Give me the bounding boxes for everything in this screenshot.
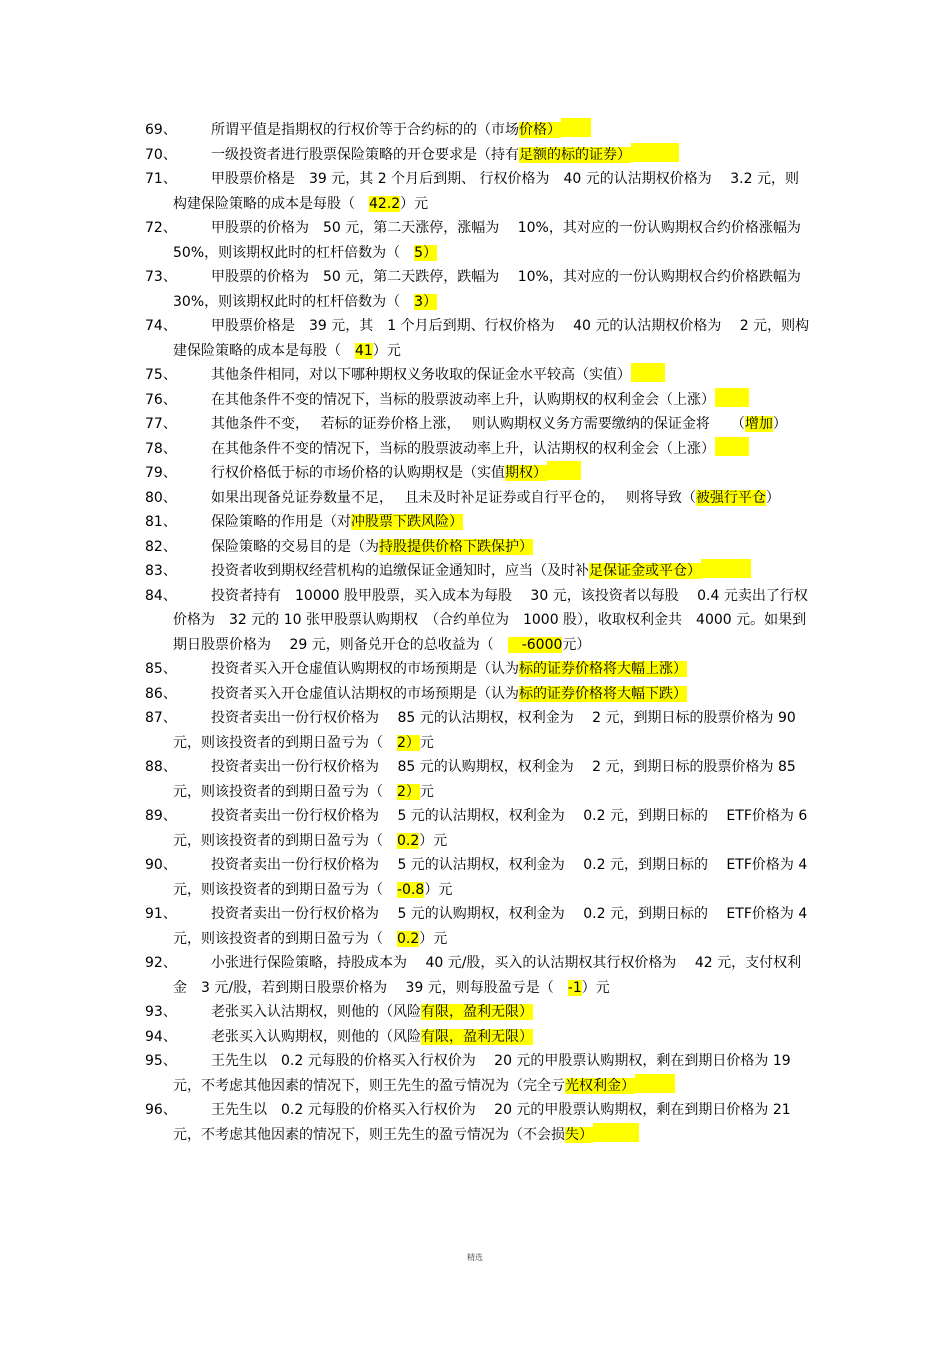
question-segment: ）元 (581, 979, 610, 996)
question-item (145, 755, 810, 804)
question-item (145, 1098, 810, 1147)
question-segment: 所谓平值是指期权的行权价等于合约标的的（市场 (211, 122, 519, 138)
highlight-mark (593, 1123, 639, 1142)
question-segment: 甲股票的价格为 50 元，第二天跌停，跌幅为 10%，其对应的一份认购期权合约价格跌幅为 30%，则该期权此时的杠杆倍数为（ (173, 269, 815, 310)
question-number: 79、 (145, 465, 177, 481)
highlighted-answer: 足保证金或平仓） (589, 563, 701, 579)
question-item (145, 535, 810, 560)
question-text (145, 1049, 810, 1098)
question-item (145, 853, 810, 902)
highlighted-answer: 期权） (505, 465, 547, 481)
question-item (145, 216, 815, 265)
highlighted-answer: 有限，盈利无限） (421, 1028, 533, 1045)
question-number: 80、 (145, 489, 177, 506)
question-segment: ）元 (419, 930, 448, 947)
question-number: 71、 (145, 171, 177, 187)
question-number: 91、 (145, 906, 177, 922)
highlighted-answer: 2） (397, 734, 420, 751)
question-text (145, 265, 815, 314)
question-segment: ）元 (419, 832, 448, 849)
question-segment: 在其他条件不变的情况下，当标的股票波动率上升，认购期权的权利金会（上涨） (211, 391, 715, 408)
question-number: 92、 (145, 955, 177, 971)
question-segment: 保险策略的作用是（对 (211, 514, 351, 530)
question-segment: 投资者买入开仓虚值认购期权的市场预期是（认为 (211, 661, 519, 677)
question-item (145, 1049, 810, 1098)
question-segment: ）元 (372, 342, 401, 359)
question-item (145, 412, 810, 437)
highlighted-answer: 41 (355, 342, 373, 359)
question-segment: 甲股票价格是 39 元，其 1 个月后到期、行权价格为 40 元的认沽期权价格为 2 元，则构建保险策略的成本是每股（ (173, 318, 810, 359)
question-segment: 其他条件相同，对以下哪种期权义务收取的保证金水平较高（实值） (211, 367, 631, 383)
question-text (145, 1000, 810, 1025)
question-text (145, 363, 810, 388)
question-number: 93、 (145, 1004, 177, 1020)
question-text (145, 314, 810, 363)
question-number: 84、 (145, 587, 177, 604)
highlighted-answer: 失） (565, 1126, 593, 1143)
question-text (145, 902, 810, 951)
question-item (145, 363, 810, 388)
question-segment: 小张进行保险策略，持股成本为 40 元/股，买入的认沽期权其行权价格为 42 元，支付权利金 3 元/股，若到期日股票价格为 39 元，则每股盈亏是（ (173, 955, 802, 996)
question-segment: 行权价格低于标的市场价格的认购期权是（实值 (211, 465, 505, 481)
question-text (145, 143, 810, 168)
question-segment: ） (772, 416, 787, 432)
question-segment: 其他条件不变， 若标的证券价格上涨， 则认购期权义务方需要缴纳的保证金将 （ (211, 416, 745, 432)
highlighted-answer: 42.2 (369, 195, 401, 212)
highlighted-answer: -6000 (507, 636, 563, 653)
highlight-mark (631, 143, 679, 162)
question-text (145, 951, 810, 1000)
highlighted-answer: 足额的标的证券） (519, 146, 631, 163)
question-text (145, 559, 810, 584)
question-text (145, 461, 810, 486)
highlighted-answer: 标的证券价格将大幅上涨） (519, 661, 687, 677)
question-segment: ） (765, 489, 780, 506)
question-number: 69、 (145, 122, 177, 138)
question-item (145, 951, 810, 1000)
question-number: 78、 (145, 440, 177, 457)
question-text (145, 682, 810, 707)
highlight-mark (547, 461, 581, 480)
question-item (145, 118, 810, 143)
highlight-mark (635, 1074, 675, 1093)
question-segment: ）元 (400, 195, 429, 212)
question-segment: 王先生以 0.2 元每股的价格买入行权价为 20 元的甲股票认购期权，剩在到期日价格为 19 元，不考虑其他因素的情况下，则王先生的盈亏情况为（完全亏 (173, 1053, 791, 1094)
highlighted-answer: 冲股票下跌风险） (351, 514, 463, 530)
question-number: 86、 (145, 685, 177, 702)
question-segment: 王先生以 0.2 元每股的价格买入行权价为 20 元的甲股票认购期权，剩在到期日价格为 21 元，不考虑其他因素的情况下，则王先生的盈亏情况为（不会损 (173, 1102, 791, 1143)
question-item (145, 902, 810, 951)
question-text (145, 437, 810, 462)
question-text (145, 1098, 810, 1147)
question-item (145, 1025, 810, 1050)
question-number: 73、 (145, 269, 177, 285)
question-number: 88、 (145, 759, 177, 775)
question-segment: 元 (419, 783, 434, 800)
highlighted-answer: 标的证券价格将大幅下跌） (519, 685, 687, 702)
question-segment: 投资者卖出一份行权价格为 85 元的认沽期权，权利金为 2 元，到期日标的股票价格为 90 元，则该投资者的到期日盈亏为（ (173, 710, 796, 751)
question-number: 81、 (145, 514, 177, 530)
question-item (145, 388, 810, 413)
question-text (145, 535, 810, 560)
question-number: 77、 (145, 416, 177, 432)
question-text (145, 412, 810, 437)
question-text (145, 1025, 810, 1050)
question-segment: 甲股票的价格为 50 元，第二天涨停，涨幅为 10%，其对应的一份认购期权合约价格涨幅为 50%，则该期权此时的杠杆倍数为（ (173, 220, 815, 261)
highlight-mark (701, 559, 751, 578)
question-segment: 投资者卖出一份行权价格为 5 元的认沽期权，权利金为 0.2 元，到期日标的 ETF价格为 6 元，则该投资者的到期日盈亏为（ (173, 808, 808, 849)
question-number: 89、 (145, 808, 177, 824)
question-segment: 元） (562, 636, 591, 653)
question-text (145, 706, 810, 755)
question-segment: 投资者卖出一份行权价格为 5 元的认沽期权，权利金为 0.2 元，到期日标的 ETF价格为 4 元，则该投资者的到期日盈亏为（ (173, 857, 808, 898)
question-segment: 甲股票价格是 39 元，其 2 个月后到期、 行权价格为 40 元的认沽期权价格为 3.2 元，则构建保险策略的成本是每股（ (173, 171, 799, 212)
question-item (145, 486, 810, 511)
question-segment: 老张买入认购期权，则他的（风险 (211, 1028, 421, 1045)
question-item (145, 584, 810, 658)
question-segment: 投资者买入开仓虚值认沽期权的市场预期是（认为 (211, 685, 519, 702)
question-number: 96、 (145, 1102, 177, 1118)
question-number: 70、 (145, 146, 177, 163)
question-number: 76、 (145, 391, 177, 408)
highlighted-answer: 0.2 (397, 832, 420, 849)
page-footer: 精选 (467, 1253, 483, 1262)
question-text (145, 853, 810, 902)
question-segment: 保险策略的交易目的是（为 (211, 538, 379, 555)
question-item (145, 559, 810, 584)
question-item (145, 510, 810, 535)
question-number: 95、 (145, 1053, 177, 1069)
question-text (145, 388, 810, 413)
question-text (145, 486, 810, 511)
question-number: 82、 (145, 538, 177, 555)
highlighted-answer: -1 (567, 979, 582, 996)
question-segment: 如果出现备兑证券数量不足， 且未及时补足证券或自行平仓的， 则将导致（ (211, 489, 696, 506)
highlighted-answer: 被强行平仓 (695, 489, 766, 506)
question-text (145, 216, 815, 265)
question-item (145, 706, 810, 755)
question-number: 74、 (145, 318, 177, 334)
highlighted-answer: 增加 (744, 416, 773, 432)
question-number: 75、 (145, 367, 177, 383)
highlighted-answer: 持股提供价格下跌保护） (379, 538, 533, 555)
question-text (145, 755, 810, 804)
question-number: 90、 (145, 857, 177, 873)
question-list (145, 118, 815, 1147)
question-item (145, 1000, 810, 1025)
question-text (145, 804, 810, 853)
question-item (145, 265, 815, 314)
question-segment: 一级投资者进行股票保险策略的开仓要求是（持有 (211, 146, 519, 163)
question-item (145, 657, 810, 682)
highlight-mark (561, 118, 591, 137)
question-text (145, 510, 810, 535)
question-text (145, 167, 810, 216)
highlighted-answer: 2） (397, 783, 420, 800)
question-item (145, 461, 810, 486)
highlighted-answer: -0.8 (397, 881, 425, 898)
question-number: 87、 (145, 710, 177, 726)
question-number: 72、 (145, 220, 177, 236)
highlight-mark (631, 363, 665, 382)
question-segment: 投资者卖出一份行权价格为 5 元的认购期权，权利金为 0.2 元，到期日标的 ETF价格为 4 元，则该投资者的到期日盈亏为（ (173, 906, 808, 947)
question-segment: 元 (419, 734, 434, 751)
question-segment: 投资者收到期权经营机构的追缴保证金通知时，应当（及时补 (211, 563, 589, 579)
highlight-mark (715, 388, 749, 407)
question-segment: ）元 (424, 881, 453, 898)
question-segment: 老张买入认沽期权，则他的（风险 (211, 1004, 421, 1020)
question-segment: 投资者卖出一份行权价格为 85 元的认购期权，权利金为 2 元，到期日标的股票价格为 85 元，则该投资者的到期日盈亏为（ (173, 759, 796, 800)
question-item (145, 437, 810, 462)
question-segment: 在其他条件不变的情况下，当标的股票波动率上升，认沽期权的权利金会（上涨） (211, 440, 715, 457)
highlight-mark (715, 437, 749, 456)
question-number: 94、 (145, 1028, 177, 1045)
question-text (145, 584, 810, 658)
question-text (145, 657, 810, 682)
highlighted-answer: 3） (414, 293, 438, 310)
question-number: 83、 (145, 563, 177, 579)
question-segment: 投资者持有 10000 股甲股票，买入成本为每股 30 元，该投资者以每股 0.4 元卖出了行权价格为 32 元的 10 张甲股票认购期权 （合约单位为 1000 股），收取权利金共 4000 元。如果到期日股票价格为 29 元，则备兑开仓的总收益为（ (173, 587, 808, 653)
highlighted-answer: 5） (414, 244, 438, 261)
question-item (145, 167, 810, 216)
question-item (145, 143, 810, 168)
question-number: 85、 (145, 661, 177, 677)
question-item (145, 314, 810, 363)
highlighted-answer: 光权利金） (565, 1077, 635, 1094)
question-item (145, 804, 810, 853)
highlighted-answer: 价格） (519, 122, 561, 138)
highlighted-answer: 0.2 (397, 930, 420, 947)
question-text (145, 118, 810, 143)
question-item (145, 682, 810, 707)
highlighted-answer: 有限，盈利无限） (421, 1004, 533, 1020)
